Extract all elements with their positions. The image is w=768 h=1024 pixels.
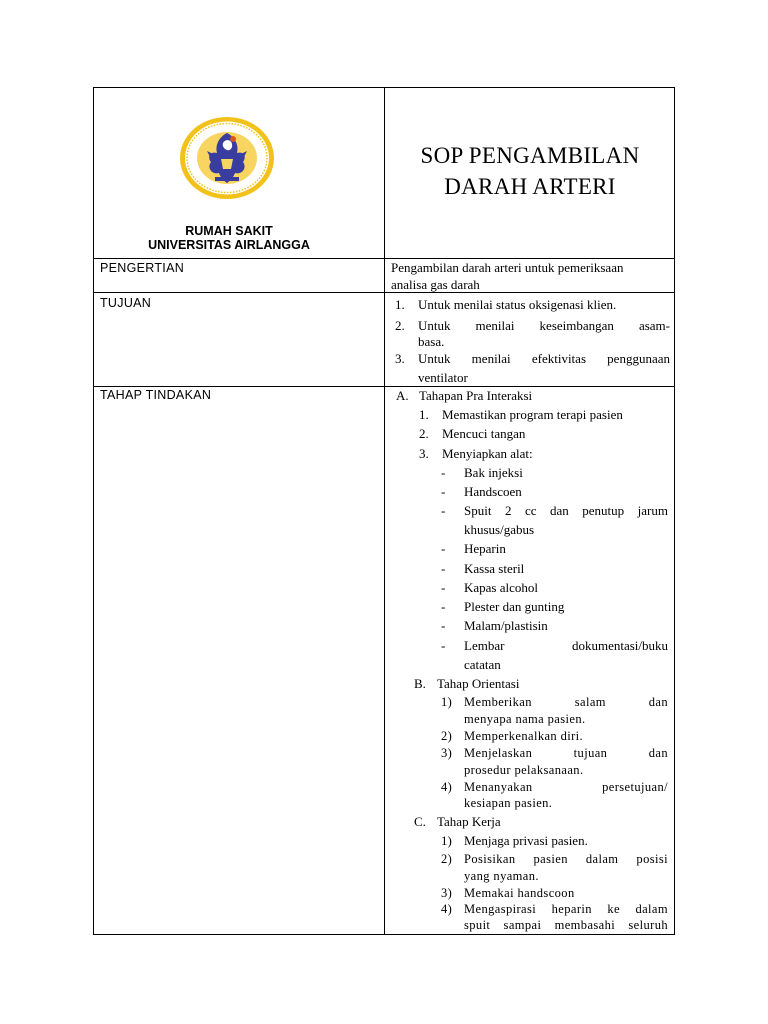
- section-a-title: Tahapan Pra Interaksi: [419, 388, 533, 403]
- section-a-item-1-text: Memastikan program terapi pasien: [442, 407, 623, 422]
- university-seal-icon: [177, 115, 277, 201]
- tool-7-dash: -: [441, 599, 446, 614]
- section-a-item-3-num: 3.: [419, 446, 429, 461]
- title-line1: SOP PENGAMBILAN: [420, 143, 640, 168]
- section-c-item-4-text-cont: spuit sampai membasahi seluruh: [464, 918, 668, 932]
- tool-5-text: Kassa steril: [464, 561, 525, 576]
- tujuan-item-1-num: 1.: [395, 297, 405, 312]
- section-b-item-4-text: Menanyakan persetujuan/: [464, 780, 668, 794]
- tool-5-dash: -: [441, 561, 446, 576]
- section-b-letter: B.: [414, 676, 426, 691]
- hospital-logo-cell: [94, 88, 384, 258]
- tool-4-dash: -: [441, 541, 446, 556]
- document-title: [385, 140, 675, 202]
- title-line2: DARAH ARTERI: [444, 174, 616, 199]
- tool-6-text: Kapas alcohol: [464, 580, 539, 595]
- section-c-title: Tahap Kerja: [437, 814, 501, 829]
- tool-2-text: Handscoen: [464, 484, 522, 499]
- sop-document-table: [93, 87, 675, 935]
- section-c-item-2-text: Posisikan pasien dalam posisi: [464, 852, 668, 866]
- tool-9-text: Lembar dokumentasi/buku: [464, 638, 668, 653]
- section-b-item-3-text-cont: prosedur pelaksanaan.: [464, 763, 584, 777]
- section-c-item-2-num: 2): [441, 852, 453, 866]
- section-b-item-1-num: 1): [441, 695, 453, 709]
- hospital-name-line1: RUMAH SAKIT: [185, 224, 273, 238]
- section-b-item-1-text-cont: menyapa nama pasien.: [464, 712, 586, 726]
- tujuan-item-2-num: 2.: [395, 318, 405, 333]
- section-c-letter: C.: [414, 814, 426, 829]
- section-c-item-1-num: 1): [441, 833, 452, 848]
- tool-9-text-cont: catatan: [464, 657, 501, 672]
- tahap-tindakan-label: TAHAP TINDAKAN: [100, 388, 212, 402]
- tool-3-text: Spuit 2 cc dan penutup jarum: [464, 503, 668, 518]
- tujuan-item-3-text-cont: ventilator: [418, 370, 468, 385]
- tool-8-dash: -: [441, 618, 446, 633]
- section-b-item-4-text-cont: kesiapan pasien.: [464, 796, 553, 810]
- row-divider-tujuan: [94, 386, 674, 387]
- tujuan-item-1-text: Untuk menilai status oksigenasi klien.: [418, 297, 617, 312]
- pengertian-line1: Pengambilan darah arteri untuk pemeriksaan: [391, 260, 624, 275]
- tujuan-item-2-text-cont: basa.: [418, 334, 445, 349]
- section-c-item-3-text: Memakai handscoon: [464, 886, 575, 900]
- tool-1-text: Bak injeksi: [464, 465, 523, 480]
- section-b-item-1-text: Memberikan salam dan: [464, 695, 668, 709]
- section-b-item-3-num: 3): [441, 746, 453, 760]
- tujuan-item-3-text: Untuk menilai efektivitas penggunaan: [418, 351, 670, 366]
- section-c-item-4-num: 4): [441, 902, 453, 916]
- tool-2-dash: -: [441, 484, 446, 499]
- tool-4-text: Heparin: [464, 541, 506, 556]
- section-b-item-2-num: 2): [441, 729, 453, 743]
- section-c-item-3-num: 3): [441, 886, 453, 900]
- tujuan-label: TUJUAN: [100, 296, 152, 310]
- section-b-item-2-text: Memperkenalkan diri.: [464, 729, 584, 743]
- section-c-item-2-text-cont: yang nyaman.: [464, 869, 539, 883]
- section-a-item-2-num: 2.: [419, 426, 429, 441]
- column-divider: [384, 88, 385, 934]
- tool-3-dash: -: [441, 503, 446, 518]
- section-a-item-3-text: Menyiapkan alat:: [442, 446, 533, 461]
- tool-3-text-cont: khusus/gabus: [464, 522, 535, 537]
- tool-8-text: Malam/plastisin: [464, 618, 548, 633]
- row-divider-pengertian: [94, 292, 674, 293]
- tujuan-item-3-num: 3.: [395, 351, 405, 366]
- tool-9-dash: -: [441, 638, 446, 653]
- section-b-title: Tahap Orientasi: [437, 676, 520, 691]
- hospital-name-line2: UNIVERSITAS AIRLANGGA: [148, 238, 310, 252]
- section-b-item-3-text: Menjelaskan tujuan dan: [464, 746, 668, 760]
- section-a-item-2-text: Mencuci tangan: [442, 426, 526, 441]
- pengertian-line2: analisa gas darah: [391, 277, 480, 292]
- tool-7-text: Plester dan gunting: [464, 599, 565, 614]
- section-c-item-4-text: Mengaspirasi heparin ke dalam: [464, 902, 668, 916]
- section-a-letter: A.: [396, 388, 409, 403]
- tool-6-dash: -: [441, 580, 446, 595]
- section-a-item-1-num: 1.: [419, 407, 429, 422]
- tool-1-dash: -: [441, 465, 446, 480]
- pengertian-label: PENGERTIAN: [100, 261, 185, 275]
- tujuan-item-2-text: Untuk menilai keseimbangan asam-: [418, 318, 670, 333]
- section-b-item-4-num: 4): [441, 780, 453, 794]
- section-c-item-1-text: Menjaga privasi pasien.: [464, 833, 588, 848]
